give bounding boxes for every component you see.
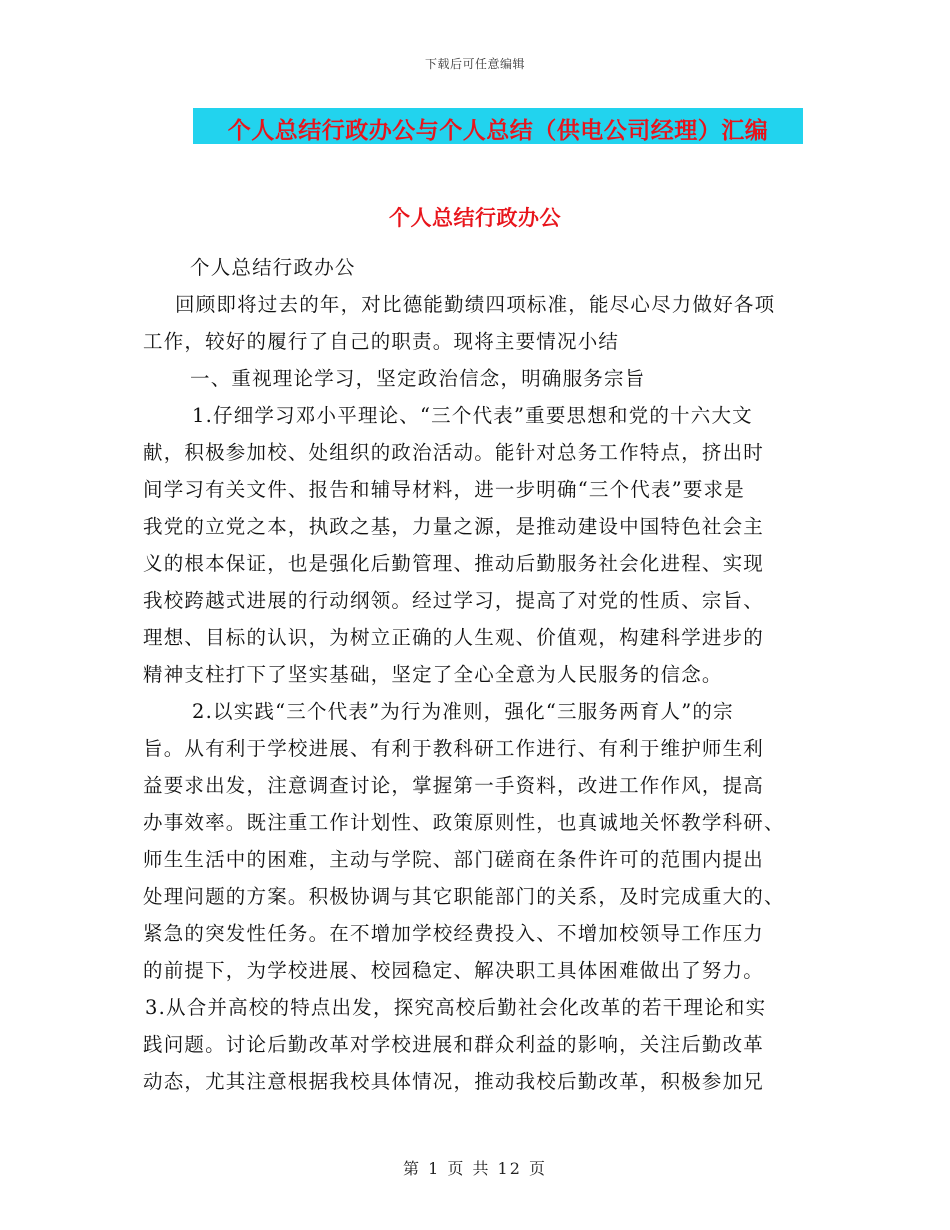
paragraph-line: 间学习有关文件、报告和辅导材料，进一步明确“三个代表”要求是: [143, 478, 745, 501]
paragraph-line: 办事效率。既注重工作计划性、政策原则性，也真诚地关怀教学科研、: [143, 811, 785, 834]
page-number: 第 1 页 共 12 页: [403, 1159, 547, 1178]
paragraph-line: 工作，较好的履行了自己的职责。现将主要情况小结: [143, 330, 620, 353]
paragraph-line: 紧急的突发性任务。在不增加学校经费投入、不增加校领导工作压力: [143, 922, 765, 945]
paragraph-line: 个人总结行政办公: [190, 256, 356, 279]
paragraph-line: 我党的立党之本，执政之基，力量之源，是推动建设中国特色社会主: [143, 515, 765, 538]
header-note: 下载后可任意编辑: [424, 57, 525, 71]
paragraph-line: 精神支柱打下了坚实基础，坚定了全心全意为人民服务的信念。: [143, 663, 723, 686]
paragraph-line: 3.从合并高校的特点出发，探究高校后勤社会化改革的若干理论和实: [145, 996, 767, 1019]
paragraph-line: 动态，尤其注意根据我校具体情况，推动我校后勤改革，积极参加兄: [143, 1070, 765, 1093]
paragraph-line: 处理问题的方案。积极协调与其它职能部门的关系，及时完成重大的、: [143, 885, 785, 908]
section-title: 个人总结行政办公: [389, 206, 561, 230]
paragraph-line: 践问题。讨论后勤改革对学校进展和群众利益的影响，关注后勤改革: [143, 1033, 765, 1056]
paragraph-line: 回顾即将过去的年，对比德能勤绩四项标准，能尽心尽力做好各项: [175, 293, 776, 316]
paragraph-line: 理想、目标的认识，为树立正确的人生观、价值观，构建科学进步的: [143, 626, 765, 649]
paragraph-line: 的前提下，为学校进展、校园稳定、解决职工具体困难做出了努力。: [143, 959, 765, 982]
paragraph-line: 师生生活中的困难，主动与学院、部门磋商在条件许可的范围内提出: [143, 848, 765, 871]
paragraph-line: 1.仔细学习邓小平理论、“三个代表”重要思想和党的十六大文: [192, 404, 753, 427]
paragraph-line: 益要求出发，注意调查讨论，掌握第一手资料，改进工作作风，提高: [143, 774, 765, 797]
main-title: 个人总结行政办公与个人总结（供电公司经理）汇编: [227, 118, 769, 144]
paragraph-line: 2.以实践“三个代表”为行为准则，强化“三服务两育人”的宗: [192, 700, 734, 723]
paragraph-line: 我校跨越式进展的行动纲领。经过学习，提高了对党的性质、宗旨、: [143, 589, 765, 612]
paragraph-line: 义的根本保证，也是强化后勤管理、推动后勤服务社会化进程、实现: [143, 552, 765, 575]
section-heading: 一、重视理论学习，坚定政治信念，明确服务宗旨: [190, 367, 646, 390]
paragraph-line: 旨。从有利于学校进展、有利于教科研工作进行、有利于维护师生利: [143, 737, 765, 760]
paragraph-line: 献，积极参加校、处组织的政治活动。能针对总务工作特点，挤出时: [143, 441, 765, 464]
